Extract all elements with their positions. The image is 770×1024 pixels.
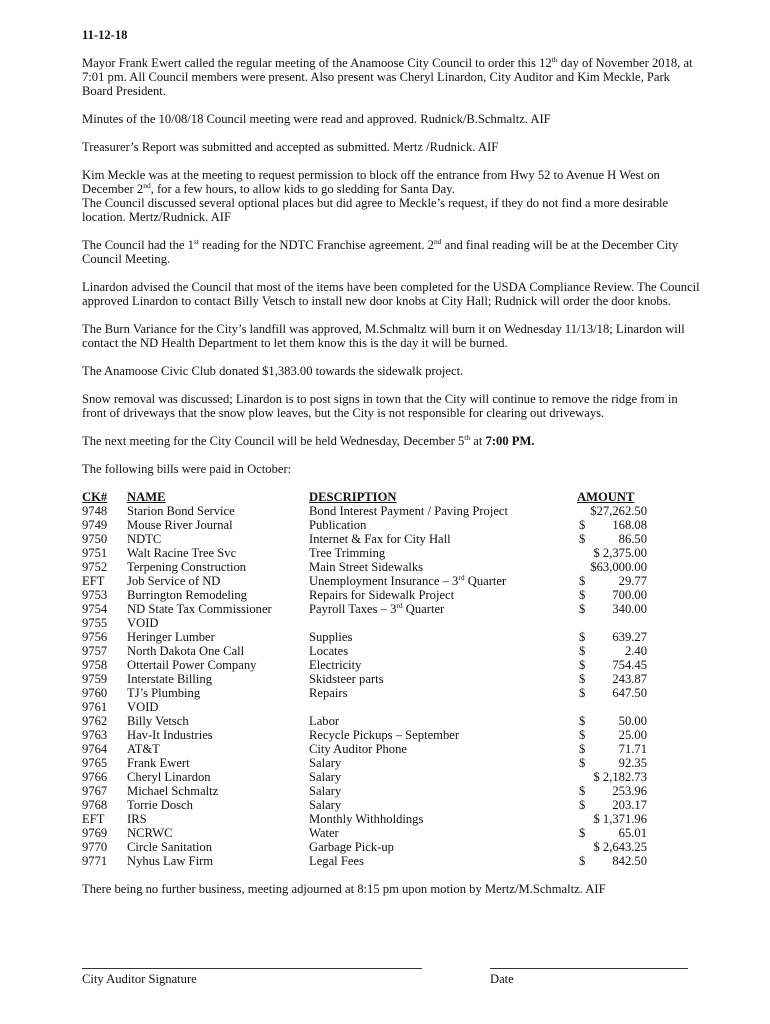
bill-description-text: Internet & Fax for City Hall: [309, 532, 451, 546]
table-row: [82, 728, 647, 742]
bill-amount-currency: $: [579, 686, 586, 700]
bill-description-text: Salary: [309, 756, 342, 770]
bills-table: [82, 490, 647, 868]
bill-amount-currency: $: [579, 798, 586, 812]
table-row: [82, 714, 647, 728]
bill-amount-value: 340.00: [612, 602, 647, 616]
bill-check-number: 9760: [82, 686, 108, 700]
bill-payee-name: Terpening Construction: [127, 560, 247, 574]
bill-check-number: 9755: [82, 616, 108, 630]
bill-payee-name: NCRWC: [127, 826, 173, 840]
bill-description-text: Garbage Pick-up: [309, 840, 394, 854]
bill-amount-value: 29.77: [618, 574, 647, 588]
table-row: [82, 644, 647, 658]
paragraph-ndtc-franchise: [82, 238, 702, 266]
bill-amount-value: 842.50: [612, 854, 647, 868]
bill-amount: [577, 574, 647, 588]
bill-check-number: 9769: [82, 826, 108, 840]
bill-amount-currency: $: [579, 532, 586, 546]
table-row: [82, 532, 647, 546]
bill-description: [309, 602, 577, 616]
paragraph-snow-removal: Snow removal was discussed; Linardon is to post signs in town that the City will continue to remove the ridge from in front of driveways that the snow plow leaves, but the City is not responsible for clearing out driveways.: [82, 392, 678, 420]
bill-payee-name: IRS: [127, 812, 147, 826]
p5-text-c: and final reading will be at the December City Council Meeting.: [82, 238, 679, 266]
p1-text-a: Mayor Frank Ewert called the regular meeting of the Anamoose City Council to order this 12: [82, 56, 552, 70]
bill-description: [309, 798, 577, 812]
bill-description-tail: Quarter: [402, 602, 445, 616]
bill-amount-value: $ 2,643.25: [593, 840, 647, 854]
header-description: DESCRIPTION: [309, 490, 397, 504]
bill-description: [309, 840, 577, 854]
p1-text-b: day of November 2018, at 7:01 pm. All Council members were present. Also present was Cheryl Linardon, City Auditor and Kim Meckle, Park Board President.: [82, 56, 693, 98]
bill-check-number: 9765: [82, 756, 108, 770]
bill-amount-value: 754.45: [612, 658, 647, 672]
bill-description: [309, 560, 577, 574]
paragraph-civic-club: The Anamoose Civic Club donated $1,383.00 towards the sidewalk project.: [82, 364, 464, 378]
paragraph-minutes: Minutes of the 10/08/18 Council meeting were read and approved. Rudnick/B.Schmaltz. AIF: [82, 112, 551, 126]
paragraph-bills-intro: The following bills were paid in October:: [82, 462, 292, 476]
header-amount: AMOUNT: [577, 490, 635, 504]
table-row: [82, 672, 647, 686]
bill-check-number: EFT: [82, 812, 105, 826]
bill-check-number: 9759: [82, 672, 108, 686]
bill-description-text: Salary: [309, 770, 342, 784]
table-row: [82, 630, 647, 644]
bill-amount-currency: $: [579, 728, 586, 742]
bill-payee-name: Frank Ewert: [127, 756, 190, 770]
bill-payee-name: VOID: [127, 700, 159, 714]
bill-payee-name: VOID: [127, 616, 159, 630]
bill-description-text: Monthly Withholdings: [309, 812, 424, 826]
bill-amount: [577, 812, 647, 826]
bill-description-text: Repairs for Sidewalk Project: [309, 588, 455, 602]
bills-header-row: [82, 490, 647, 504]
bill-description: [309, 854, 577, 868]
bill-check-number: 9750: [82, 532, 108, 546]
bill-payee-name: Starion Bond Service: [127, 504, 235, 518]
bill-amount-value: 25.00: [618, 728, 647, 742]
bill-description: [309, 504, 577, 518]
p4-text-a: Kim Meckle was at the meeting to request permission to block off the entrance from Hwy 52 to Avenue H West on December 2: [82, 168, 660, 196]
bill-payee-name: Nyhus Law Firm: [127, 854, 214, 868]
paragraph-burn-variance: The Burn Variance for the City’s landfill was approved, M.Schmaltz will burn it on Wednesday 11/13/18; Linardon will contact the ND Health Department to let them know this is the day it will be burned.: [82, 322, 685, 350]
bill-check-number: 9761: [82, 700, 108, 714]
p4-text-b: , for a few hours, to allow kids to go sledding for Santa Day.: [150, 182, 455, 196]
bill-check-number: 9754: [82, 602, 108, 616]
bill-description: [309, 770, 577, 784]
paragraph-next-meeting: [82, 434, 702, 448]
bill-payee-name: Walt Racine Tree Svc: [127, 546, 237, 560]
p10-time: 7:00 PM.: [485, 434, 535, 448]
bill-check-number: 9753: [82, 588, 108, 602]
table-row: [82, 588, 647, 602]
table-row: [82, 616, 647, 630]
table-row: [82, 812, 647, 826]
bill-description-text: Supplies: [309, 630, 353, 644]
meeting-date: 11-12-18: [82, 28, 128, 42]
bill-amount-value: $27,262.50: [590, 504, 647, 518]
bill-amount: [577, 644, 647, 658]
auditor-signature-label: City Auditor Signature: [82, 972, 197, 986]
bill-description: [309, 812, 577, 826]
table-row: [82, 826, 647, 840]
table-row: [82, 658, 647, 672]
bill-description: [309, 742, 577, 756]
paragraph-meckle-request: [82, 168, 702, 224]
bill-description-tail: Quarter: [464, 574, 507, 588]
bill-description: [309, 728, 577, 742]
table-row: [82, 854, 647, 868]
bill-amount-currency: $: [579, 854, 586, 868]
bill-amount-value: 168.08: [612, 518, 647, 532]
bill-description-text: Locates: [309, 644, 349, 658]
bill-amount-value: 639.27: [612, 630, 647, 644]
bill-payee-name: Mouse River Journal: [127, 518, 233, 532]
table-row: [82, 686, 647, 700]
bill-amount-value: 253.96: [612, 784, 647, 798]
bill-amount-value: $ 2,182.73: [593, 770, 647, 784]
bill-amount-value: 2.40: [624, 644, 647, 658]
bill-amount: [577, 602, 647, 616]
bill-amount: [577, 784, 647, 798]
bill-payee-name: Michael Schmaltz: [127, 784, 219, 798]
table-row: [82, 756, 647, 770]
bill-payee-name: Circle Sanitation: [127, 840, 212, 854]
bill-description: [309, 644, 577, 658]
auditor-signature-line: [82, 968, 422, 969]
bill-description-text: Unemployment Insurance – 3: [309, 574, 459, 588]
bill-amount: [577, 770, 647, 784]
bill-amount-currency: $: [579, 826, 586, 840]
table-row: [82, 798, 647, 812]
bill-description: [309, 518, 577, 532]
bill-amount: [577, 798, 647, 812]
bill-payee-name: NDTC: [127, 532, 162, 546]
bill-check-number: EFT: [82, 574, 105, 588]
p4-sup: nd: [143, 181, 151, 190]
bill-payee-name: Ottertail Power Company: [127, 658, 257, 672]
table-row: [82, 742, 647, 756]
bill-description-sup: rd: [396, 601, 403, 610]
bill-amount-currency: $: [579, 672, 586, 686]
bill-amount: [577, 532, 647, 546]
bill-description: [309, 532, 577, 546]
bill-amount-value: 700.00: [612, 588, 647, 602]
table-row: [82, 602, 647, 616]
bill-payee-name: AT&T: [127, 742, 160, 756]
table-row: [82, 560, 647, 574]
table-row: [82, 546, 647, 560]
bill-description-text: Recycle Pickups – September: [309, 728, 460, 742]
bill-check-number: 9763: [82, 728, 108, 742]
bill-description-text: Repairs: [309, 686, 348, 700]
p5-sup-1: st: [193, 237, 199, 246]
bill-amount-currency: $: [579, 630, 586, 644]
bill-amount: [577, 840, 647, 854]
bill-amount-value: $63,000.00: [590, 560, 647, 574]
table-row: [82, 770, 647, 784]
bill-amount: [577, 756, 647, 770]
bill-description-text: Bond Interest Payment / Paving Project: [309, 504, 509, 518]
bill-amount: [577, 672, 647, 686]
bill-payee-name: Job Service of ND: [127, 574, 221, 588]
bill-check-number: 9757: [82, 644, 108, 658]
p10-text-b: at: [470, 434, 486, 448]
bill-check-number: 9756: [82, 630, 108, 644]
table-row: [82, 840, 647, 854]
bill-payee-name: Heringer Lumber: [127, 630, 215, 644]
bill-amount: [577, 588, 647, 602]
bills-body: [82, 504, 647, 868]
bill-amount-value: 71.71: [618, 742, 647, 756]
p10-text-a: The next meeting for the City Council will be held Wednesday, December 5: [82, 434, 465, 448]
bill-check-number: 9771: [82, 854, 108, 868]
bill-description-text: Salary: [309, 784, 342, 798]
bill-check-number: 9749: [82, 518, 108, 532]
bill-amount-currency: $: [579, 588, 586, 602]
bill-check-number: 9758: [82, 658, 108, 672]
table-row: [82, 700, 647, 714]
bill-payee-name: Billy Vetsch: [127, 714, 189, 728]
bill-payee-name: ND State Tax Commissioner: [127, 602, 272, 616]
bill-description: [309, 630, 577, 644]
bill-amount-value: 243.87: [612, 672, 647, 686]
p5-sup-2: nd: [433, 237, 442, 246]
bill-check-number: 9767: [82, 784, 108, 798]
bill-amount: [577, 686, 647, 700]
bill-description-text: Legal Fees: [309, 854, 364, 868]
minutes-document: [82, 28, 702, 910]
bill-payee-name: Torrie Dosch: [127, 798, 193, 812]
bill-amount: [577, 658, 647, 672]
bill-amount-currency: $: [579, 714, 586, 728]
bill-amount: [577, 742, 647, 756]
bill-amount: [577, 854, 647, 868]
bill-payee-name: Burrington Remodeling: [127, 588, 247, 602]
bill-description-text: Main Street Sidewalks: [309, 560, 424, 574]
bill-description: [309, 700, 577, 714]
bill-amount-currency: $: [579, 574, 586, 588]
bill-description-text: Payroll Taxes – 3: [309, 602, 397, 616]
bill-amount-currency: $: [579, 742, 586, 756]
bill-amount: [577, 560, 647, 574]
bill-check-number: 9766: [82, 770, 108, 784]
bill-description: [309, 574, 577, 588]
bill-amount: [577, 616, 647, 630]
bill-description-text: Labor: [309, 714, 340, 728]
bill-description: [309, 588, 577, 602]
paragraph-adjournment: There being no further business, meeting adjourned at 8:15 pm upon motion by Mertz/M.Schmaltz. AIF: [82, 882, 606, 896]
bill-check-number: 9770: [82, 840, 108, 854]
header-name: NAME: [127, 490, 166, 504]
bill-amount: [577, 518, 647, 532]
bill-description-text: City Auditor Phone: [309, 742, 407, 756]
bill-description-text: Salary: [309, 798, 342, 812]
bill-amount-currency: $: [579, 644, 586, 658]
bill-description-text: Publication: [309, 518, 367, 532]
bill-check-number: 9752: [82, 560, 108, 574]
bill-check-number: 9762: [82, 714, 108, 728]
header-ck: CK#: [82, 490, 108, 504]
bill-amount-currency: $: [579, 518, 586, 532]
bill-amount: [577, 504, 647, 518]
p10-sup: th: [464, 433, 471, 442]
bill-check-number: 9764: [82, 742, 108, 756]
table-row: [82, 784, 647, 798]
table-row: [82, 518, 647, 532]
bill-check-number: 9768: [82, 798, 108, 812]
bill-check-number: 9748: [82, 504, 108, 518]
date-signature-line: [490, 968, 688, 969]
p1-sup: th: [551, 55, 558, 64]
p5-text-a: The Council had the 1: [82, 238, 194, 252]
bill-payee-name: Hav-It Industries: [127, 728, 213, 742]
bill-description: [309, 784, 577, 798]
bill-amount: [577, 826, 647, 840]
bill-amount: [577, 546, 647, 560]
bill-amount-currency: $: [579, 602, 586, 616]
bill-description: [309, 756, 577, 770]
bill-description: [309, 826, 577, 840]
table-row: [82, 504, 647, 518]
bill-check-number: 9751: [82, 546, 108, 560]
bill-amount-currency: $: [579, 658, 586, 672]
p4-text-c: The Council discussed several optional places but did agree to Meckle’s request, if they do not find a more desirable location. Mertz/Rudnick. AIF: [82, 196, 669, 224]
bill-description-text: Tree Trimming: [309, 546, 386, 560]
signature-area: [82, 968, 692, 1008]
bill-amount-value: $ 1,371.96: [593, 812, 647, 826]
paragraph-call-to-order: [82, 56, 702, 98]
bill-payee-name: TJ’s Plumbing: [127, 686, 201, 700]
bill-amount-value: 50.00: [618, 714, 647, 728]
bill-amount: [577, 728, 647, 742]
bill-amount: [577, 714, 647, 728]
bill-description-text: Water: [309, 826, 339, 840]
bill-amount-currency: $: [579, 784, 586, 798]
bill-payee-name: North Dakota One Call: [127, 644, 245, 658]
bill-amount: [577, 630, 647, 644]
bill-amount-value: 203.17: [612, 798, 647, 812]
bill-description: [309, 658, 577, 672]
bill-description: [309, 672, 577, 686]
bill-amount-value: $ 2,375.00: [593, 546, 647, 560]
bill-description: [309, 546, 577, 560]
p5-text-b: reading for the NDTC Franchise agreement. 2: [198, 238, 434, 252]
bill-description-text: Electricity: [309, 658, 362, 672]
paragraph-treasurer: Treasurer’s Report was submitted and accepted as submitted. Mertz /Rudnick. AIF: [82, 140, 499, 154]
bill-description-sup: rd: [458, 573, 465, 582]
bill-amount-value: 647.50: [612, 686, 647, 700]
bill-amount-value: 86.50: [618, 532, 647, 546]
bill-amount-currency: $: [579, 756, 586, 770]
paragraph-usda-compliance: Linardon advised the Council that most of the items have been completed for the USDA Compliance Review. The Council approved Linardon to contact Billy Vetsch to install new door knobs at City Hall; Rudnick will order the door knobs.: [82, 280, 700, 308]
bill-amount: [577, 700, 647, 714]
bill-amount-value: 65.01: [618, 826, 647, 840]
bill-description-text: Skidsteer parts: [309, 672, 384, 686]
bill-description: [309, 616, 577, 630]
bill-description: [309, 714, 577, 728]
date-signature-label: Date: [490, 972, 514, 986]
table-row: [82, 574, 647, 588]
bill-payee-name: Cheryl Linardon: [127, 770, 211, 784]
bill-description: [309, 686, 577, 700]
bill-payee-name: Interstate Billing: [127, 672, 212, 686]
bill-amount-value: 92.35: [618, 756, 647, 770]
